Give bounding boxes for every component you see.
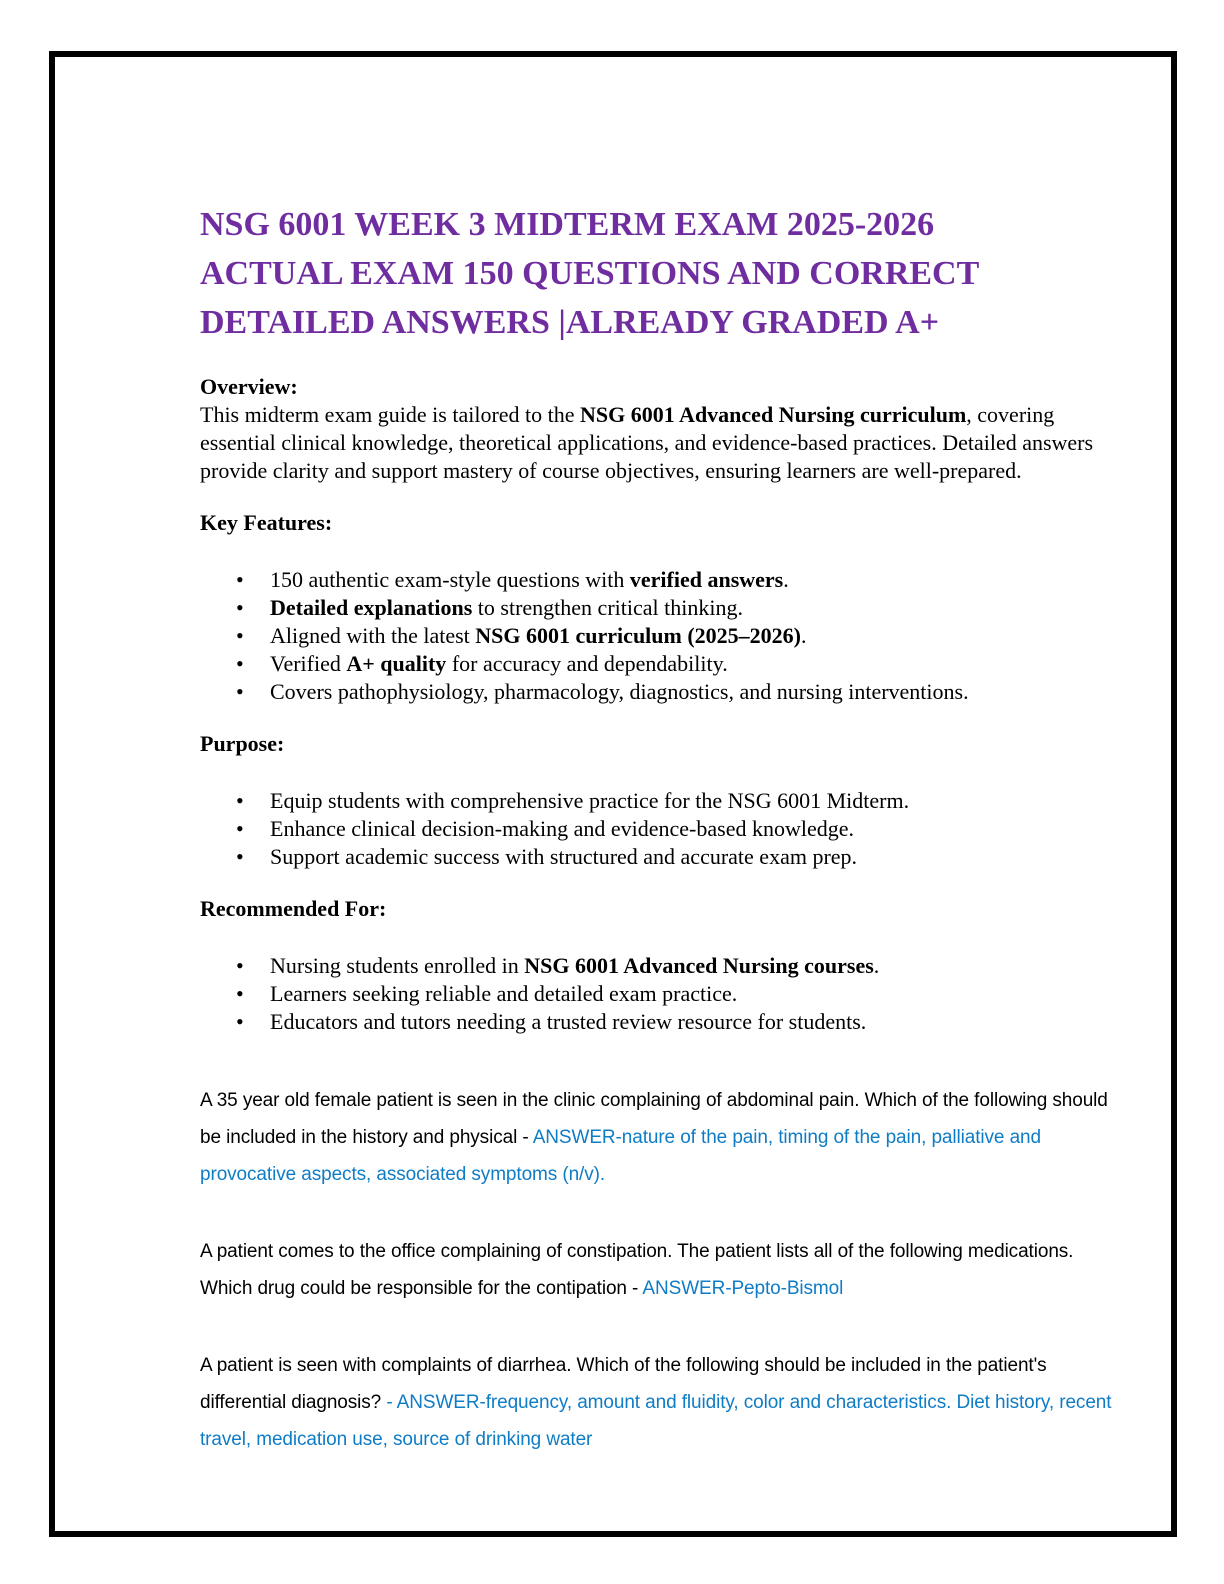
recommended-for-item	[200, 952, 1130, 980]
bullet-text-bold: NSG 6001 Advanced Nursing courses	[524, 953, 874, 978]
bullet-text: Nursing students enrolled in	[270, 953, 525, 978]
overview-heading: Overview:	[200, 374, 298, 399]
answer-text: ANSWER-nature of the pain, timing of the pain, palliative and provocative aspects, associated symptoms (n/v).	[200, 1127, 1041, 1185]
bullet-text: Educators and tutors needing a trusted review resource for students.	[270, 1009, 867, 1034]
bullet-icon: •	[236, 623, 244, 648]
purpose-item	[200, 815, 1130, 843]
bullet-icon: •	[236, 1009, 244, 1034]
recommended-for-heading: Recommended For:	[200, 896, 387, 921]
bullet-text: Support academic success with structured and accurate exam prep.	[270, 844, 858, 869]
bullet-text: 150 authentic exam-style questions with	[270, 567, 630, 592]
qa-section	[200, 1082, 1130, 1458]
bullet-text: Learners seeking reliable and detailed exam practice.	[270, 981, 738, 1006]
question-text: A 35 year old female patient is seen in the clinic complaining of abdominal pain. Which of the following should be included in the history and physical -	[200, 1090, 1108, 1148]
page-border-frame	[49, 51, 1177, 1537]
overview-text-pre: This midterm exam guide is tailored to the	[200, 402, 581, 427]
key-features-item	[200, 678, 1130, 706]
bullet-text: .	[801, 623, 807, 648]
bullet-text-bold: A+ quality	[346, 651, 447, 676]
key-features-item	[200, 650, 1130, 678]
key-features-item	[200, 566, 1130, 594]
answer-text: - ANSWER-frequency, amount and fluidity, color and characteristics. Diet history, recent travel, medication use, source of drinking water	[200, 1392, 1112, 1450]
bullet-text: Verified	[270, 651, 347, 676]
qa-block-3	[200, 1347, 1130, 1458]
overview-text-bold: NSG 6001 Advanced Nursing curriculum	[580, 402, 967, 427]
bullet-text: Aligned with the latest	[270, 623, 476, 648]
recommended-for-item	[200, 1008, 1130, 1036]
purpose-item	[200, 843, 1130, 871]
bullet-icon: •	[236, 567, 244, 592]
bullet-icon: •	[236, 651, 244, 676]
question-text: A patient is seen with complaints of diarrhea. Which of the following should be included in the patient's differential diagnosis?	[200, 1355, 1047, 1413]
key-features-list	[200, 566, 1130, 706]
document-content	[200, 200, 1130, 1494]
bullet-text-bold: NSG 6001 curriculum (2025–2026)	[475, 623, 801, 648]
bullet-icon: •	[236, 595, 244, 620]
bullet-text: Enhance clinical decision-making and evidence-based knowledge.	[270, 816, 854, 841]
purpose-heading: Purpose:	[200, 731, 285, 756]
purpose-item	[200, 787, 1130, 815]
title-line-3: DETAILED ANSWERS |ALREADY GRADED A+	[200, 304, 940, 341]
overview-text-post: , covering essential clinical knowledge, theoretical applications, and evidence-based practices. Detailed answers provide clarity and support mastery of course objectives, ensuring learners are well-prepared.	[200, 402, 1094, 483]
key-features-item	[200, 594, 1130, 622]
recommended-for-list	[200, 952, 1130, 1036]
answer-text: ANSWER-Pepto-Bismol	[642, 1278, 844, 1299]
bullet-icon: •	[236, 953, 244, 978]
bullet-text: Covers pathophysiology, pharmacology, diagnostics, and nursing interventions.	[270, 679, 969, 704]
bullet-icon: •	[236, 844, 244, 869]
key-features-item	[200, 622, 1130, 650]
bullet-icon: •	[236, 816, 244, 841]
bullet-text: to strengthen critical thinking.	[472, 595, 743, 620]
title-line-1: NSG 6001 WEEK 3 MIDTERM EXAM 2025-2026	[200, 206, 935, 243]
title-line-2: ACTUAL EXAM 150 QUESTIONS AND CORRECT	[200, 255, 980, 292]
bullet-text-bold: verified answers	[629, 567, 784, 592]
qa-block-1	[200, 1082, 1130, 1193]
bullet-icon: •	[236, 981, 244, 1006]
question-text: A patient comes to the office complaining of constipation. The patient lists all of the following medications. Which drug could be responsible for the contipation -	[200, 1241, 1074, 1299]
bullet-text: for accuracy and dependability.	[446, 651, 728, 676]
purpose-list	[200, 787, 1130, 871]
bullet-icon: •	[236, 788, 244, 813]
bullet-text: Equip students with comprehensive practice for the NSG 6001 Midterm.	[270, 788, 910, 813]
bullet-text: .	[783, 567, 789, 592]
qa-block-2	[200, 1233, 1130, 1307]
key-features-heading: Key Features:	[200, 510, 333, 535]
bullet-text: .	[873, 953, 880, 978]
recommended-for-item	[200, 980, 1130, 1008]
bullet-icon: •	[236, 679, 244, 704]
overview-paragraph	[200, 401, 1130, 485]
bullet-text-bold: Detailed explanations	[270, 595, 473, 620]
document-title	[200, 200, 1130, 347]
